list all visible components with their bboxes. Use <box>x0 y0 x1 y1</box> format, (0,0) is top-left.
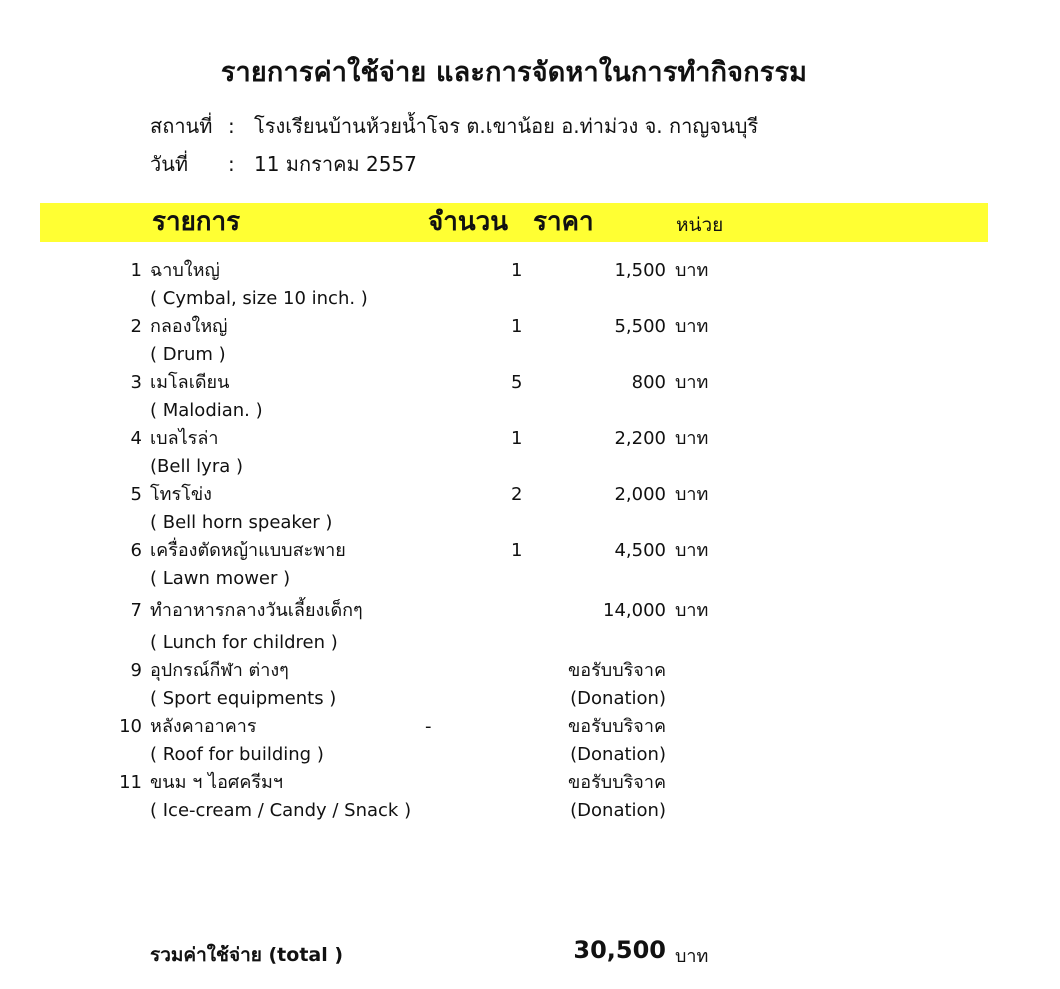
item-row <box>0 714 1060 740</box>
item-english: ( Cymbal, size 10 inch. ) <box>150 288 368 309</box>
total-value: 30,500 <box>573 936 666 964</box>
item-name: ฉาบใหญ่ <box>150 260 220 281</box>
item-english: ( Lunch for children ) <box>150 632 338 653</box>
item-unit: บาท <box>675 260 709 281</box>
item-number: 5 <box>130 484 142 505</box>
item-english: ( Malodian. ) <box>150 400 263 421</box>
item-english: (Bell lyra ) <box>150 456 243 477</box>
item-english: ( Ice-cream / Candy / Snack ) <box>150 800 412 821</box>
item-row <box>0 426 1060 452</box>
item-name: ทำอาหารกลางวันเลี้ยงเด็กๆ <box>150 600 363 621</box>
item-subrow <box>0 454 1060 480</box>
item-name: ขนม ฯ ไอศครีมฯ <box>150 772 283 793</box>
item-number: 6 <box>130 540 142 561</box>
date-separator: : <box>228 152 235 176</box>
total-unit: บาท <box>675 946 709 967</box>
item-name: โทรโข่ง <box>150 484 212 505</box>
header-item: รายการ <box>152 207 241 237</box>
item-qty: 5 <box>511 372 523 393</box>
item-subrow <box>0 742 1060 768</box>
item-subrow <box>0 686 1060 712</box>
item-unit: บาท <box>675 372 709 393</box>
item-number: 4 <box>130 428 142 449</box>
item-number: 3 <box>130 372 142 393</box>
item-price: 14,000 <box>603 600 666 621</box>
item-qty: 1 <box>511 316 523 337</box>
item-number: 1 <box>130 260 142 281</box>
item-price: 5,500 <box>614 316 666 337</box>
item-donation-english: (Donation) <box>570 688 666 709</box>
item-donation: ขอรับบริจาค <box>568 772 666 793</box>
item-name: เครื่องตัดหญ้าแบบสะพาย <box>150 540 346 561</box>
header-price: ราคา <box>533 207 594 237</box>
item-english: ( Bell horn speaker ) <box>150 512 333 533</box>
item-donation: ขอรับบริจาค <box>568 660 666 681</box>
item-row <box>0 482 1060 508</box>
item-english: ( Drum ) <box>150 344 226 365</box>
header-qty: จำนวน <box>428 207 508 237</box>
location-line <box>150 110 758 142</box>
item-price: 2,200 <box>614 428 666 449</box>
item-row <box>0 258 1060 284</box>
item-unit: บาท <box>675 540 709 561</box>
date-value: 11 มกราคม 2557 <box>254 152 417 176</box>
item-number: 11 <box>119 772 142 793</box>
item-qty: 2 <box>511 484 523 505</box>
total-row <box>0 936 1060 970</box>
item-row <box>0 658 1060 684</box>
item-donation-english: (Donation) <box>570 800 666 821</box>
item-unit: บาท <box>675 428 709 449</box>
item-name: อุปกรณ์กีฬา ต่างๆ <box>150 660 289 681</box>
item-subrow <box>0 286 1060 312</box>
item-subrow <box>0 398 1060 424</box>
item-subrow <box>0 342 1060 368</box>
item-name: กลองใหญ่ <box>150 316 228 337</box>
item-qty: 1 <box>511 428 523 449</box>
item-number: 7 <box>130 600 142 621</box>
item-dash: - <box>425 716 432 737</box>
item-donation-english: (Donation) <box>570 744 666 765</box>
item-price: 4,500 <box>614 540 666 561</box>
item-unit: บาท <box>675 484 709 505</box>
item-row <box>0 538 1060 564</box>
item-qty: 1 <box>511 540 523 561</box>
item-subrow <box>0 630 1060 656</box>
item-number: 10 <box>119 716 142 737</box>
item-qty: 1 <box>511 260 523 281</box>
item-donation: ขอรับบริจาค <box>568 716 666 737</box>
location-separator: : <box>228 114 235 138</box>
item-price: 2,000 <box>614 484 666 505</box>
item-row <box>0 598 1060 624</box>
item-name: เบลไรล่า <box>150 428 219 449</box>
item-row <box>0 770 1060 796</box>
item-subrow <box>0 798 1060 824</box>
location-value: โรงเรียนบ้านห้วยน้ำโจร ต.เขาน้อย อ.ท่าม่วง จ. กาญจนบุรี <box>254 114 759 138</box>
header-unit: หน่วย <box>676 214 724 236</box>
location-label: สถานที่ <box>150 114 213 138</box>
item-row <box>0 370 1060 396</box>
item-subrow <box>0 510 1060 536</box>
date-label: วันที่ <box>150 152 189 176</box>
item-name: หลังคาอาคาร <box>150 716 257 737</box>
item-unit: บาท <box>675 316 709 337</box>
item-price: 800 <box>631 372 666 393</box>
item-english: ( Roof for building ) <box>150 744 324 765</box>
item-row <box>0 314 1060 340</box>
item-english: ( Lawn mower ) <box>150 568 291 589</box>
item-number: 9 <box>130 660 142 681</box>
item-english: ( Sport equipments ) <box>150 688 337 709</box>
item-number: 2 <box>130 316 142 337</box>
item-price: 1,500 <box>614 260 666 281</box>
item-unit: บาท <box>675 600 709 621</box>
item-subrow <box>0 566 1060 592</box>
date-line <box>150 148 417 180</box>
item-name: เมโลเดียน <box>150 372 230 393</box>
total-label: รวมค่าใช้จ่าย (total ) <box>150 944 344 966</box>
document-title: รายการค่าใช้จ่าย และการจัดหาในการทำกิจกรรม <box>220 57 808 88</box>
